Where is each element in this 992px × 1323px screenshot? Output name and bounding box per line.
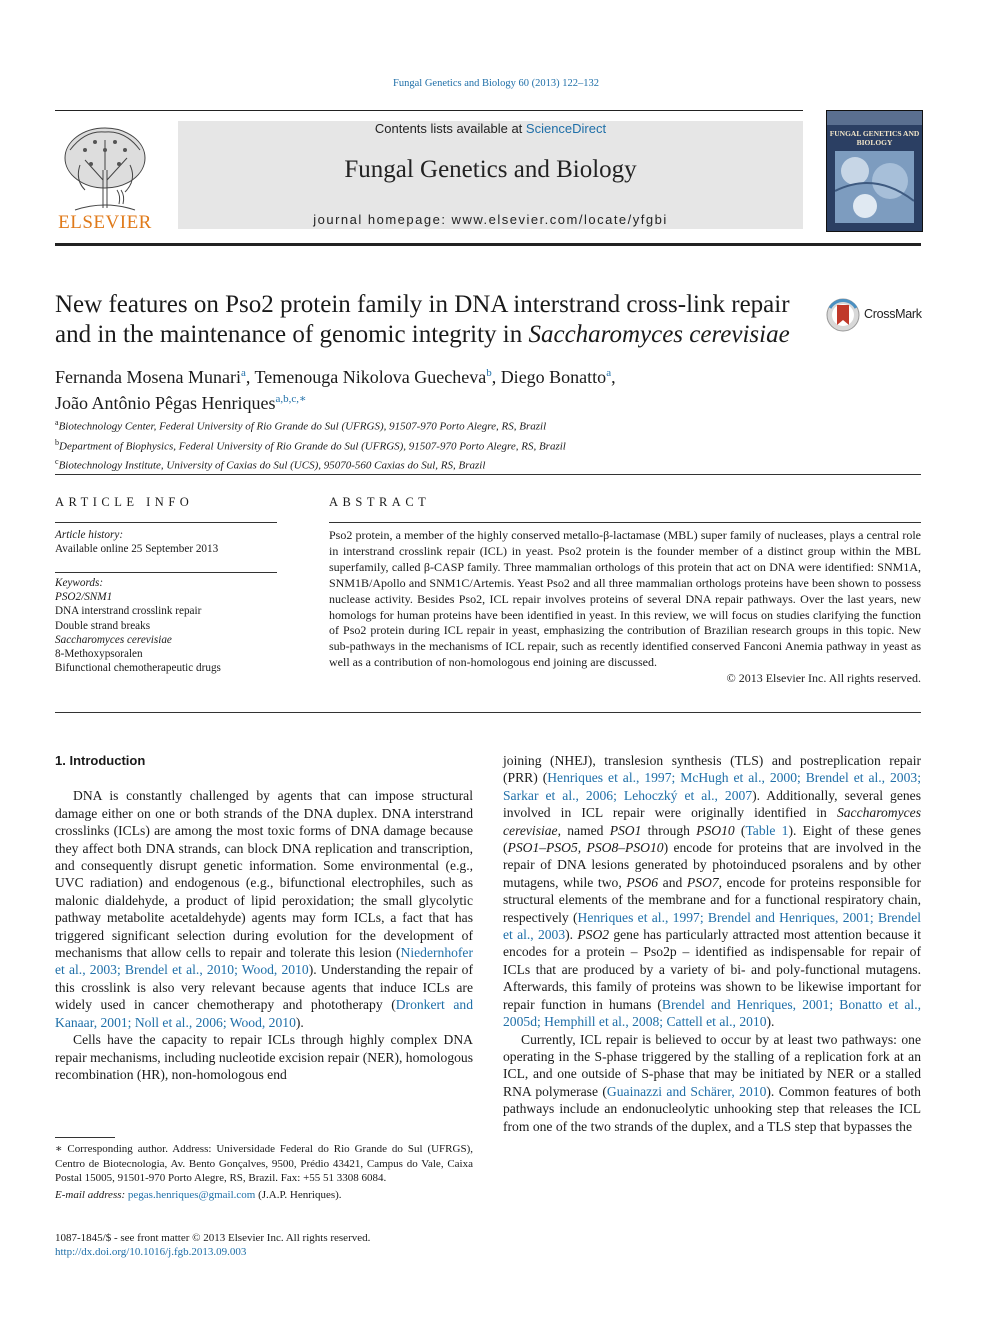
corresponding-author-footnote: ∗ Corresponding author. Address: Universidade Federal do Rio Grande do Sul (UFRGS), Centro de Biotecnologia, Av. Bento Gonçalves, 9500, Prédio 43421, Campus do Vale, Caixa Postal 15005, 91501-970 Porto Alegre, RS, Brazil. Fax: +55 51 3308 6084. E-mail address: pegas.henriques@gmail.com (J.A.P. Henriques). [55,1143,473,1201]
contents-prefix: Contents lists available at [374,121,526,136]
affiliation-a: $^a$Biotechnology Center, Federal University of Rio Grande do Sul (UFRGS), 91507-970 Porto Alegre, RS, Brazil [55,418,547,433]
keywords-block [55,576,277,675]
journal-title: Fungal Genetics and Biology [344,156,637,183]
affiliation-b: $^b$Department of Biophysics, Federal University of Rio Grande do Sul (UFRGS), 91507-970 Porto Alegre, RS, Brazil [55,437,566,453]
article-history [55,528,277,556]
keywords-rule [55,572,277,573]
ref-guainazzi[interactable]: Guainazzi and Schärer, 2010 [606,1083,767,1099]
keyword-3: Double strand breaks [55,619,151,632]
contents-line [178,121,803,136]
email-line: E-mail address: pegas.henriques@gmail.com (J.A.P. Henriques). [55,1188,342,1201]
affiliation-c: $^c$Biotechnology Institute, University of Caxias do Sul (UCS), 95070-560 Caxias do Sul, RS, Brazil [55,457,486,472]
journal-citation[interactable]: Fungal Genetics and Biology 60 (2013) 122–132 [393,78,599,89]
ref-brendel-henriques[interactable]: Henriques et al., 1997; Brendel and Henriques, 2001; Brendel et al., 2003 [503,909,921,943]
cover-title: FUNGAL GENETICS AND BIOLOGY [829,129,920,147]
author-list: Fernanda Mosena Munari$^a$, Temenouga Nikolova Guecheva$^b$, Diego Bonatto$^a$, João Antônio Pêgas Henriques$^{a,b,c,∗}$ [55,367,616,413]
author-1[interactable]: Fernanda Mosena Munari$^a$ [55,367,246,387]
journal-homepage[interactable]: journal homepage: www.elsevier.com/locate/yfgbi [313,212,668,227]
affiliation-rule [55,474,921,475]
cover-band [827,111,922,125]
email-link[interactable]: pegas.henriques@gmail.com [127,1188,256,1201]
affiliations [55,415,855,474]
title-species: Saccharomyces cerevisiae [528,321,790,348]
header-top-rule [55,110,803,111]
ref-bonatto[interactable]: Brendel and Henriques, 2001; Bonatto et al., 2005d; Hemphill et al., 2008; Cattell et al., 2010 [503,996,921,1030]
intro-paragraph-2-cont: joining (NHEJ), translesion synthesis (TLS) and postreplication repair (PRR) (Henriques et al., 1997; McHugh et al., 2000; Brendel et al., 2003; Sarkar et al., 2006; Lehoczký et al., 2007). Additionally, several genes involved in ICL repair were originally identified in Saccharomyces cerevisiae, named PSO1 through PSO10 (Table 1). Eight of these genes (PSO1–PSO5, PSO8–PSO10) encode for proteins that are involved in the repair of DNA lesions generated by photoinduced psoralens and by other mutagens, while two, PSO6 and PSO7, encode for proteins responsible for structural elements of the membrane and for a functional respiratory chain, respectively (Henriques et al., 1997; Brendel and Henriques, 2001; Brendel et al., 2003). PSO2 gene has particularly attracted most attention because it encodes for a protein – Pso2p – identified as indispensable for repair of ICLs that are produced by a variety of bi- and poly-functional mutagens. Afterwards, this family of proteins was shown to be likewise important for repair function in humans (Brendel and Henriques, 2001; Bonatto et al., 2005d; Hemphill et al., 2008; Cattell et al., 2010). [503,753,922,1030]
intro-paragraph-3: Currently, ICL repair is believed to occur by at least two pathways: one operating in the S-phase triggered by the stalling of a replication fork at an ICL, and one outside of S-phase that may be initiated by NER or a stalled RNA polymerase (Guainazzi and Schärer, 2010). Common features of both pathways include an endonucleolytic unhooking step that releases the ICL from one of the two strands of the duplex, and a TLS step that bypasses the [503,1031,921,1134]
article-info-heading: ARTICLE INFO [55,495,194,509]
abstract-bottom-rule [55,712,921,713]
author-2[interactable]: Temenouga Nikolova Guecheva$^b$ [254,367,492,387]
page-footer [55,1231,555,1259]
doi-link[interactable]: http://dx.doi.org/10.1016/j.fgb.2013.09.003 [55,1246,247,1258]
keyword-2: DNA interstrand crosslink repair [55,605,202,618]
journal-cover-thumbnail[interactable] [826,110,923,232]
keyword-4: Saccharomyces cerevisiae [55,633,172,646]
title-line-1: New features on Pso2 protein family in DNA interstrand cross-link repair [55,291,790,318]
title-line-2: and in the maintenance of genomic integrity in Saccharomyces cerevisiae [55,321,790,348]
abstract-rule [329,522,921,523]
article-title [55,290,815,350]
abstract-text: Pso2 protein, a member of the highly conserved metallo-β-lactamase (MBL) super family of nucleases, plays a central role in interstrand crosslink repair (ICL) in yeast. Pso2 protein is the founder member of a distinct group within the MBL superfamily, called β-CASP family. Three mammalian orthologs of this protein that act on DNA were identified: SNM1A, SNM1B/Apollo and SNM1C/Artemis. Yeast Pso2 and all three mammalian orthologs proteins have been shown to possess nuclease activity. Besides Pso2, ICL repair involves proteins of several DNA repair pathways. Over the last years, new homologs for human proteins have been identified in yeast. In this review, we will focus on studies clarifying the function of Pso2 protein during ICL repair in yeast, emphasizing the contribution of Brazilian research groups in this topic. New sub-pathways in the mechanisms of ICL repair, such as recently identified conserved Fanconi Anemia pathway in yeast as well as a contribution of non-homologous end joining are discussed. © 2013 Elsevier Inc. All rights reserved. [329,528,921,686]
ref-dronkert[interactable]: Dronkert and Kanaar, 2001; Noll et al., 2006; Wood, 2010 [55,997,473,1030]
sciencedirect-link[interactable]: ScienceDirect [525,121,607,136]
author-4[interactable]: João Antônio Pêgas Henriques$^{a,b,c,∗}$ [55,393,307,413]
history-value: Available online 25 September 2013 [55,543,219,556]
intro-right-column [503,752,921,1135]
ref-table-1[interactable]: Table 1 [745,822,789,838]
author-3[interactable]: Diego Bonatto$^a$ [500,367,612,387]
intro-paragraph-1: DNA is constantly challenged by agents that can impose structural damage either on one or both strands of the DNA duplex. DNA interstrand crosslinks (ICLs) are among the most toxic forms of DNA damage because they affect both DNA strands, can block DNA replication and transcription, and consequently disrupt genetic information. Some environmental (e.g., UVC radiation) and endogenous (e.g., bifunctional electrophiles, such as malonic dialdehyde, a product of lipid peroxidation; the small glycolytic pathway metabolite acetaldehyde) agents may form ICLs, a fact that has triggered significant selection during evolution for the development of mechanisms that allow cells to repair and tolerate this lesion (Niedernhofer et al., 2003; Brendel et al., 2010; Wood, 2010). Understanding the repair of this crosslink is also very relevant because agents that induce ICLs are widely used in cancer chemotherapy and phototherapy (Dronkert and Kanaar, 2001; Noll et al., 2006; Wood, 2010). [55,788,473,1030]
issn-line: 1087-1845/$ - see front matter © 2013 Elsevier Inc. All rights reserved. [55,1232,371,1244]
keywords-label: Keywords: [55,577,104,589]
keyword-5: 8-Methoxypsoralen [55,648,143,661]
intro-heading: 1. Introduction [55,753,146,768]
footnote-rule [55,1137,115,1138]
intro-paragraph-2: Cells have the capacity to repair ICLs through highly complex DNA repair mechanisms, including nucleotide excision repair (NER), homologous recombination (HR), non-homologous end [55,1032,473,1082]
ref-niedernhofer[interactable]: Niedernhofer et al., 2003; Brendel et al., 2010; Wood, 2010 [55,945,473,978]
crossmark-icon [826,298,860,332]
article-info-rule [55,522,277,523]
abstract-heading: ABSTRACT [329,495,431,509]
cover-illustration [835,151,914,223]
crossmark-label: CrossMark [864,307,922,321]
keyword-1: PSO2/SNM1 [55,591,113,604]
abstract-copyright: © 2013 Elsevier Inc. All rights reserved. [726,671,921,686]
elsevier-wordmark: ELSEVIER [58,212,152,233]
history-label: Article history: [55,529,124,541]
ref-henriques-1997[interactable]: Henriques et al., 1997; McHugh et al., 2000; Brendel et al., 2003; Sarkar et al., 2006; Lehoczký et al., 2007 [503,770,921,803]
header-bottom-rule [55,243,921,246]
intro-left-column [55,752,473,1083]
crossmark-badge[interactable] [826,298,926,332]
keyword-6: Bifunctional chemotherapeutic drugs [55,662,221,675]
cover-image [835,151,914,223]
